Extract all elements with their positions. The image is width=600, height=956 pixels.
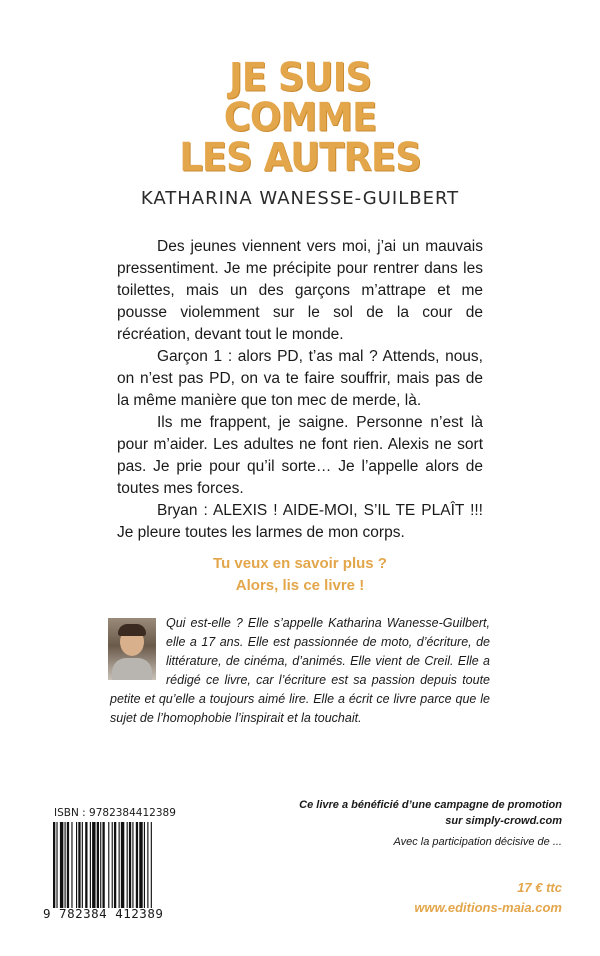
title-line-2: COMME (223, 94, 377, 141)
teaser-line-1: Tu veux en savoir plus ? (213, 555, 387, 572)
barcode (53, 822, 165, 908)
excerpt-paragraph-4: Bryan : ALEXIS ! AIDE-MOI, S’IL TE PLAÎT !!! Je pleure toutes les larmes de mon corps. (117, 502, 483, 541)
author-bio-text: Qui est-elle ? Elle s’appelle Katharina Wanesse-Guilbert, elle a 17 ans. Elle est passionnée de moto, d’écriture, de littérature, de cinéma, d’animés. Elle vient de Creil. Elle a rédigé ce livre, car l’écriture est sa passion depuis toute petite et qu’elle a toujours aimé lire. Elle a écrit ce livre parce que le sujet de l’homophobie l’inspirait et la touchait. (110, 616, 490, 725)
teaser-line-2: Alors, lis ce livre ! (235, 577, 365, 594)
excerpt-paragraph-1: Des jeunes viennent vers moi, j’ai un mauvais pressentiment. Je me précipite pour rentrer dans les toilettes, mais un des garçons m’attrape et me pousse violemment sur le sol de la cour de récréation, devant tout le monde. (117, 238, 483, 343)
participation-note: Avec la participation décisive de ... (393, 836, 562, 848)
price-block (242, 878, 562, 918)
barcode-number: 9 782384 412389 (43, 906, 164, 921)
excerpt-paragraph-2: Garçon 1 : alors PD, t’as mal ? Attends, nous, on n’est pas PD, on va te faire souffrir, mais pas de la même manière que ton mec de merde, là. (117, 348, 483, 409)
publisher-website: www.editions-maia.com (414, 900, 562, 915)
promo-line-1: Ce livre a bénéficié d’une campagne de promotion (299, 799, 562, 811)
promo-note (242, 797, 562, 829)
excerpt-paragraph-3: Ils me frappent, je saigne. Personne n’est là pour m’aider. Les adultes ne font rien. Alexis ne sort pas. Je prie pour qu’il sorte… Je l’appelle alors de toutes mes forces. (117, 414, 483, 497)
isbn-label: ISBN : 9782384412389 (54, 807, 176, 819)
title-line-1: JE SUIS (228, 54, 372, 101)
teaser (0, 553, 600, 597)
title-line-3: LES AUTRES (179, 134, 421, 181)
book-title (0, 54, 600, 181)
author-bio (110, 614, 490, 728)
excerpt (117, 236, 483, 544)
author-name: KATHARINA WANESSE-GUILBERT (140, 188, 460, 209)
promo-line-2: sur simply-crowd.com (445, 815, 562, 827)
price: 17 € ttc (517, 880, 562, 895)
